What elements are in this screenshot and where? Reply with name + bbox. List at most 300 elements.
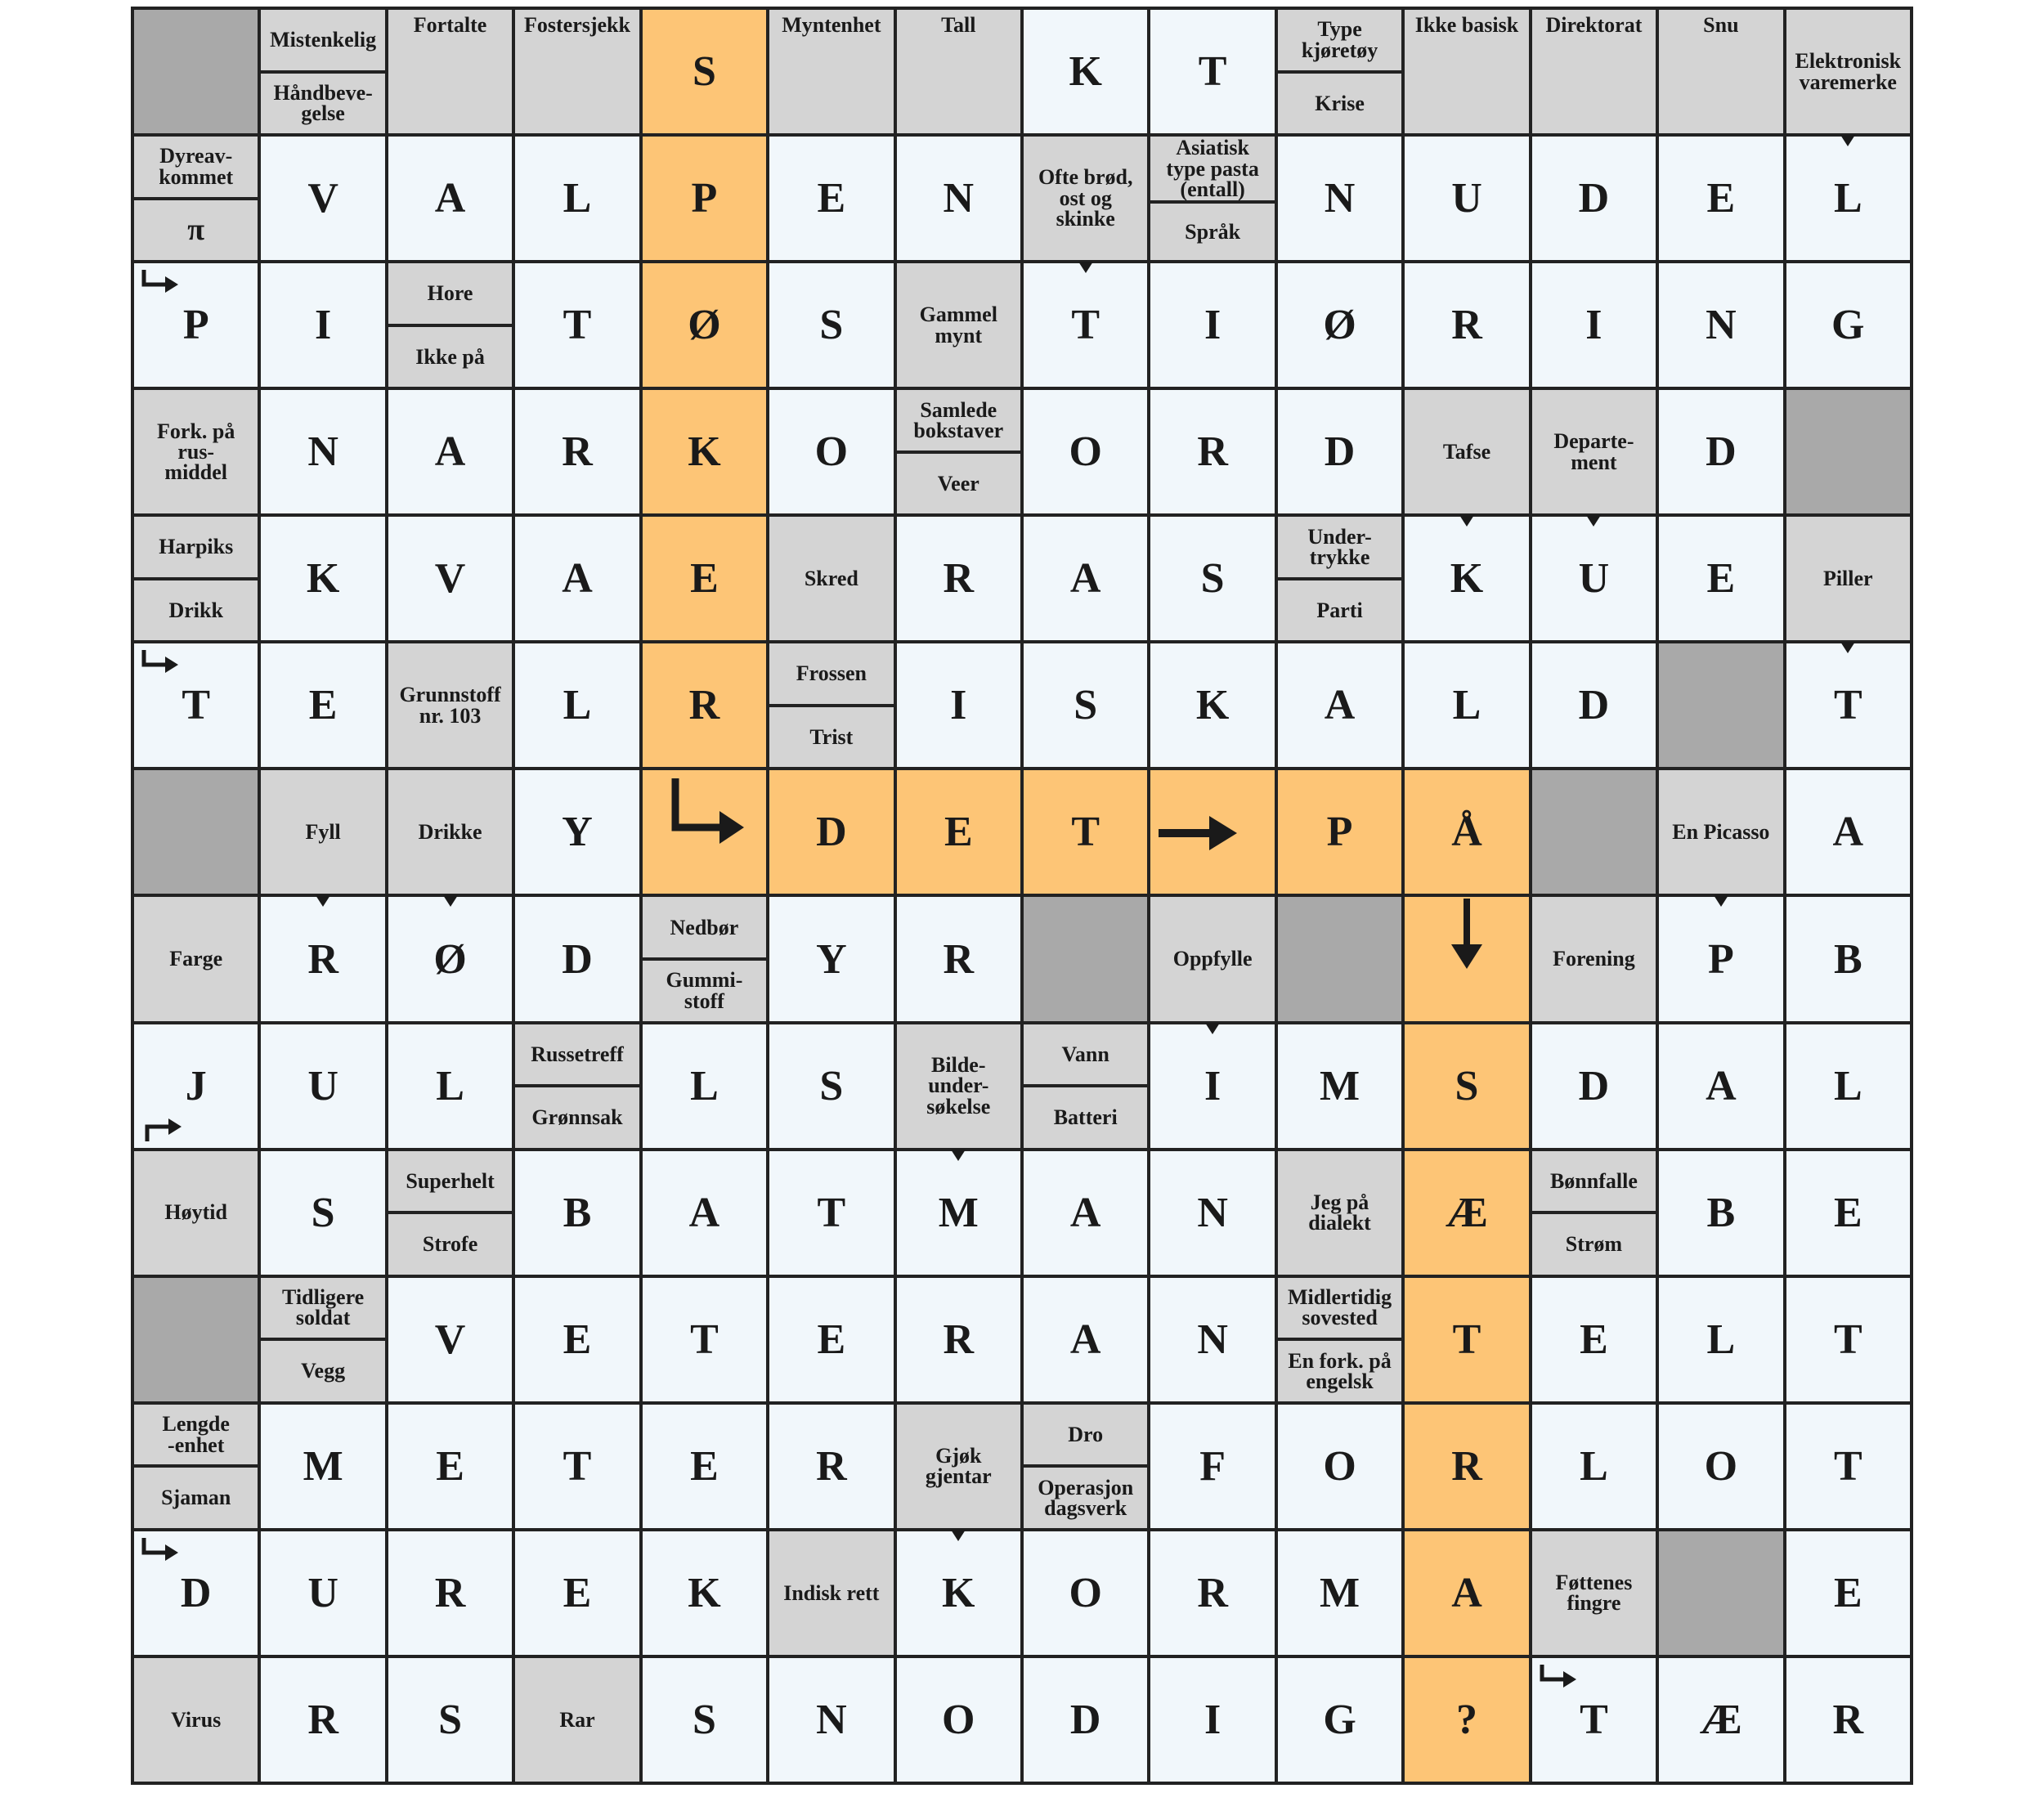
clue-hore: Hore [388, 263, 512, 324]
letter-cell[interactable] [388, 1024, 512, 1148]
letter-value: N [1197, 1316, 1228, 1363]
letter-cell[interactable] [769, 1151, 893, 1275]
letter-cell[interactable] [1532, 517, 1656, 640]
clue-fostersjekk [515, 10, 639, 133]
letter-value: L [1580, 1442, 1608, 1490]
letter-cell[interactable] [261, 390, 384, 513]
clue-operasjon-dagsverk: Operasjon dagsverk [1024, 1468, 1147, 1528]
letter-value: S [1200, 555, 1225, 603]
letter-value: U [307, 1062, 338, 1109]
letter-cell[interactable] [769, 263, 893, 387]
letter-value: P [691, 175, 718, 222]
letter-value: P [1326, 809, 1353, 856]
letter-cell[interactable] [134, 1531, 258, 1655]
letter-cell[interactable] [643, 643, 766, 767]
letter-cell[interactable] [1405, 1151, 1528, 1275]
letter-cell[interactable] [1786, 770, 1910, 894]
letter-cell[interactable] [769, 1658, 893, 1782]
letter-cell[interactable] [1150, 10, 1274, 133]
double-clue-cell [897, 390, 1020, 513]
letter-cell[interactable] [1278, 263, 1401, 387]
letter-cell[interactable] [1405, 1531, 1528, 1655]
letter-value: D [1578, 682, 1610, 729]
letter-cell[interactable] [261, 263, 384, 387]
down-arrow-icon [1459, 515, 1474, 527]
letter-cell[interactable] [1659, 390, 1782, 513]
letter-value: K [688, 428, 721, 476]
letter-value: Ø [433, 935, 467, 983]
letter-cell[interactable] [1786, 643, 1910, 767]
letter-cell[interactable] [1532, 643, 1656, 767]
letter-value: T [1071, 809, 1100, 856]
letter-value: S [311, 1189, 335, 1236]
letter-value: N [816, 1696, 847, 1743]
letter-value: D [1578, 175, 1610, 222]
double-clue-cell [515, 1024, 639, 1148]
letter-cell[interactable] [1786, 1024, 1910, 1148]
letter-value: R [1832, 1696, 1864, 1743]
letter-value: K [688, 1569, 721, 1616]
letter-cell[interactable] [1659, 1151, 1782, 1275]
clue-indisk-rett [769, 1531, 893, 1655]
clue-håndbeve-gelse: Håndbeve- gelse [261, 74, 384, 134]
letter-cell[interactable] [1405, 643, 1528, 767]
letter-cell[interactable] [388, 390, 512, 513]
letter-value: E [1706, 555, 1736, 603]
letter-cell[interactable] [1150, 390, 1274, 513]
letter-value: N [307, 428, 338, 476]
clue-ofte-brød-ost-og-skinke [1024, 137, 1147, 260]
letter-cell[interactable] [1150, 1278, 1274, 1401]
clue-text: Indisk rett [783, 1580, 880, 1605]
letter-cell[interactable] [1150, 1024, 1274, 1148]
letter-cell[interactable] [769, 1024, 893, 1148]
clue-harpiks: Harpiks [134, 517, 258, 577]
letter-value: V [434, 555, 466, 603]
letter-cell[interactable] [1024, 1658, 1147, 1782]
bent-arrow-icon [667, 778, 749, 852]
letter-value: A [1069, 1189, 1101, 1236]
letter-cell[interactable] [897, 1151, 1020, 1275]
blank-cell [134, 10, 258, 133]
letter-cell[interactable] [897, 1278, 1020, 1401]
letter-cell[interactable] [643, 10, 766, 133]
down-arrow-icon [1446, 899, 1487, 972]
letter-cell[interactable] [643, 1531, 766, 1655]
letter-value: T [1071, 302, 1100, 349]
letter-value: A [1706, 1062, 1737, 1109]
clue-rar [515, 1658, 639, 1782]
clue-en-fork-på-engelsk: En fork. på engelsk [1278, 1341, 1401, 1401]
clue-text: Skred [804, 567, 858, 591]
clue-snu [1659, 10, 1782, 133]
letter-value: R [943, 1316, 975, 1363]
double-clue-cell [134, 517, 258, 640]
clue-elektronisk-varemerke [1786, 10, 1910, 133]
clue-farge [134, 897, 258, 1020]
double-clue-cell [1150, 137, 1274, 260]
letter-cell[interactable] [388, 1531, 512, 1655]
letter-value: J [185, 1062, 207, 1109]
letter-value: T [1833, 1316, 1862, 1363]
blank-cell [134, 770, 258, 894]
letter-cell[interactable] [643, 1278, 766, 1401]
letter-cell[interactable] [897, 137, 1020, 260]
letter-cell[interactable] [1532, 1658, 1656, 1782]
letter-cell[interactable] [1659, 1405, 1782, 1528]
letter-cell[interactable] [1024, 1531, 1147, 1655]
letter-cell[interactable] [515, 517, 639, 640]
letter-cell[interactable] [1786, 1405, 1910, 1528]
letter-cell[interactable] [1659, 517, 1782, 640]
letter-cell[interactable] [388, 897, 512, 1020]
letter-value: R [1197, 428, 1228, 476]
letter-cell[interactable] [1532, 1278, 1656, 1401]
letter-value: I [1204, 1062, 1221, 1109]
down-arrow-icon [1586, 515, 1601, 527]
letter-cell[interactable] [897, 643, 1020, 767]
letter-cell[interactable] [1278, 1531, 1401, 1655]
letter-value: R [562, 428, 593, 476]
letter-value: D [816, 809, 847, 856]
letter-value: R [307, 1696, 338, 1743]
letter-cell[interactable] [1150, 263, 1274, 387]
letter-cell[interactable] [515, 390, 639, 513]
letter-cell[interactable] [515, 1531, 639, 1655]
double-clue-cell [1024, 1405, 1147, 1528]
clue-en-picasso [1659, 770, 1782, 894]
letter-cell[interactable] [1150, 517, 1274, 640]
letter-cell[interactable] [643, 390, 766, 513]
letter-cell[interactable] [1150, 1531, 1274, 1655]
letter-value: P [182, 302, 209, 349]
letter-cell[interactable] [643, 1151, 766, 1275]
letter-value: L [1833, 175, 1862, 222]
letter-value: R [943, 555, 975, 603]
letter-value: R [1451, 302, 1482, 349]
letter-value: A [1069, 555, 1101, 603]
blank-cell [1278, 897, 1401, 1020]
letter-cell[interactable] [769, 1278, 893, 1401]
letter-value: B [1833, 935, 1862, 983]
clue-ikke-basisk [1405, 10, 1528, 133]
clue-midlertidig-sovested: Midlertidig sovested [1278, 1278, 1401, 1338]
letter-cell[interactable] [1405, 137, 1528, 260]
letter-cell[interactable] [1024, 1278, 1147, 1401]
letter-value: V [434, 1316, 466, 1363]
letter-cell[interactable] [1278, 770, 1401, 894]
bent-arrow-icon [141, 268, 182, 296]
letter-value: E [1833, 1569, 1862, 1616]
down-arrow-icon [443, 895, 458, 907]
letter-cell[interactable] [1405, 770, 1528, 894]
letter-cell[interactable] [261, 1151, 384, 1275]
letter-cell[interactable] [1659, 1024, 1782, 1148]
letter-cell[interactable] [134, 1024, 258, 1148]
clue-frossen: Frossen [769, 643, 893, 704]
letter-cell[interactable] [897, 897, 1020, 1020]
clue-skred [769, 517, 893, 640]
clue-text: Virus [171, 1707, 222, 1732]
letter-value: I [1204, 1696, 1221, 1743]
letter-cell[interactable] [1024, 770, 1147, 894]
letter-value: E [944, 809, 973, 856]
letter-value: N [1706, 302, 1737, 349]
letter-cell[interactable] [897, 1658, 1020, 1782]
letter-value: U [1451, 175, 1482, 222]
letter-cell[interactable] [261, 1024, 384, 1148]
letter-cell[interactable] [1405, 517, 1528, 640]
letter-cell[interactable] [769, 897, 893, 1020]
letter-cell[interactable] [1532, 1024, 1656, 1148]
letter-cell[interactable] [515, 1278, 639, 1401]
letter-cell[interactable] [1278, 390, 1401, 513]
letter-cell[interactable] [515, 897, 639, 1020]
letter-value: T [1833, 1442, 1862, 1490]
letter-value: R [1451, 1442, 1482, 1490]
letter-cell[interactable] [1405, 1405, 1528, 1528]
letter-value: U [307, 1569, 338, 1616]
arrow-cell [1150, 770, 1274, 894]
letter-cell[interactable] [1532, 263, 1656, 387]
letter-cell[interactable] [515, 1405, 639, 1528]
clue-fortalte [388, 10, 512, 133]
letter-value: E [308, 682, 338, 729]
letter-cell[interactable] [643, 1658, 766, 1782]
letter-cell[interactable] [261, 897, 384, 1020]
letter-cell[interactable] [515, 643, 639, 767]
letter-cell[interactable] [1278, 137, 1401, 260]
letter-value: D [562, 935, 593, 983]
letter-value: Ø [688, 302, 721, 349]
letter-cell[interactable] [1659, 1658, 1782, 1782]
letter-cell[interactable] [1150, 1405, 1274, 1528]
letter-cell[interactable] [769, 137, 893, 260]
clue-superhelt: Superhelt [388, 1151, 512, 1212]
letter-cell[interactable] [261, 1531, 384, 1655]
letter-cell[interactable] [1278, 1658, 1401, 1782]
bent-arrow-icon [141, 648, 182, 676]
letter-cell[interactable] [1659, 137, 1782, 260]
letter-cell[interactable] [643, 1024, 766, 1148]
letter-cell[interactable] [388, 137, 512, 260]
clue-gammel-mynt [897, 263, 1020, 387]
letter-cell[interactable] [1786, 1278, 1910, 1401]
letter-cell[interactable] [643, 1405, 766, 1528]
letter-cell[interactable] [261, 1405, 384, 1528]
blank-cell [1659, 643, 1782, 767]
clue-text: Oppfylle [1172, 947, 1253, 971]
letter-cell[interactable] [134, 263, 258, 387]
clue-virus [134, 1658, 258, 1782]
letter-value: ? [1455, 1696, 1477, 1743]
letter-cell[interactable] [134, 643, 258, 767]
letter-cell[interactable] [769, 390, 893, 513]
letter-value: A [434, 428, 466, 476]
letter-value: L [436, 1062, 464, 1109]
down-arrow-icon [1840, 642, 1855, 653]
letter-value: K [1450, 555, 1484, 603]
letter-cell[interactable] [769, 1405, 893, 1528]
letter-cell[interactable] [388, 1658, 512, 1782]
clue-russetreff: Russetreff [515, 1024, 639, 1085]
letter-value: M [938, 1189, 979, 1236]
crossword-grid [131, 7, 1913, 1785]
clue-tall [897, 10, 1020, 133]
letter-cell[interactable] [1659, 897, 1782, 1020]
letter-value: A [1324, 682, 1356, 729]
letter-cell[interactable] [1024, 390, 1147, 513]
letter-cell[interactable] [1786, 1531, 1910, 1655]
letter-value: B [1706, 1189, 1736, 1236]
letter-cell[interactable] [1405, 263, 1528, 387]
letter-cell[interactable] [897, 517, 1020, 640]
double-clue-cell [1278, 517, 1401, 640]
letter-value: L [690, 1062, 719, 1109]
letter-value: L [1706, 1316, 1736, 1363]
letter-cell[interactable] [1024, 517, 1147, 640]
clue-sjaman: Sjaman [134, 1468, 258, 1528]
letter-cell[interactable] [643, 517, 766, 640]
letter-value: Y [562, 809, 593, 856]
letter-value: R [943, 935, 975, 983]
double-clue-cell [261, 1278, 384, 1401]
clue-jeg-på-dialekt [1278, 1151, 1401, 1275]
letter-cell[interactable] [1150, 1151, 1274, 1275]
letter-value: A [434, 175, 466, 222]
letter-value: T [1580, 1696, 1608, 1743]
clue-text: Rar [559, 1707, 595, 1732]
letter-cell[interactable] [643, 263, 766, 387]
blank-cell [1659, 1531, 1782, 1655]
clue-text: Bilde- under- søkelse [926, 1052, 991, 1118]
letter-cell[interactable] [1024, 263, 1147, 387]
clue-vann: Vann [1024, 1024, 1147, 1085]
down-arrow-icon [1840, 135, 1855, 146]
clue-text: Fostersjekk [524, 13, 630, 37]
clue-text: Grunnstoff nr. 103 [399, 683, 501, 728]
letter-cell[interactable] [1024, 643, 1147, 767]
letter-cell[interactable] [515, 263, 639, 387]
double-clue-cell [261, 10, 384, 133]
clue-dro: Dro [1024, 1405, 1147, 1465]
letter-cell[interactable] [1659, 263, 1782, 387]
letter-cell[interactable] [261, 643, 384, 767]
clue-samlede-bokstaver: Samlede bokstaver [897, 390, 1020, 450]
down-arrow-icon [1078, 262, 1093, 273]
letter-cell[interactable] [897, 770, 1020, 894]
letter-cell[interactable] [1150, 1658, 1274, 1782]
clue-parti: Parti [1278, 580, 1401, 641]
letter-value: P [1707, 935, 1734, 983]
clue-text: Fortalte [413, 13, 487, 37]
letter-value: S [1455, 1062, 1479, 1109]
letter-cell[interactable] [1405, 1278, 1528, 1401]
clue-vegg: Vegg [261, 1341, 384, 1401]
letter-value: N [1197, 1189, 1228, 1236]
bent-arrow-icon [1539, 1663, 1580, 1691]
letter-value: Ø [1323, 302, 1356, 349]
letter-value: I [315, 302, 332, 349]
letter-cell[interactable] [1024, 1151, 1147, 1275]
double-clue-cell [643, 897, 766, 1020]
double-clue-cell [134, 137, 258, 260]
letter-value: O [1069, 428, 1102, 476]
clue-text: Ofte brød, ost og skinke [1038, 165, 1133, 231]
letter-value: K [306, 555, 340, 603]
letter-value: D [1578, 1062, 1610, 1109]
letter-cell[interactable] [388, 1278, 512, 1401]
clue-text: En Picasso [1672, 820, 1770, 845]
letter-cell[interactable] [1150, 643, 1274, 767]
letter-cell[interactable] [1532, 137, 1656, 260]
letter-cell[interactable] [1786, 1658, 1910, 1782]
clue-text: Direktorat [1545, 13, 1643, 37]
clue-bønnfalle: Bønnfalle [1532, 1151, 1656, 1212]
letter-value: S [819, 302, 844, 349]
letter-value: A [1832, 809, 1864, 856]
letter-cell[interactable] [897, 1531, 1020, 1655]
letter-cell[interactable] [1278, 1024, 1401, 1148]
arrow-cell [643, 770, 766, 894]
letter-cell[interactable] [261, 517, 384, 640]
letter-cell[interactable] [1786, 1151, 1910, 1275]
letter-value: S [692, 48, 716, 96]
letter-value: T [1452, 1316, 1481, 1363]
letter-cell[interactable] [515, 770, 639, 894]
clue-text: Farge [169, 947, 223, 971]
clue-forening [1532, 897, 1656, 1020]
letter-cell[interactable] [1659, 1278, 1782, 1401]
clue-fork-på-rus-middel [134, 390, 258, 513]
letter-cell[interactable] [1024, 10, 1147, 133]
letter-cell[interactable] [261, 1658, 384, 1782]
letter-cell[interactable] [261, 137, 384, 260]
letter-value: Å [1451, 809, 1482, 856]
clue-departe-ment [1532, 390, 1656, 513]
letter-cell[interactable] [388, 517, 512, 640]
letter-cell[interactable] [1786, 897, 1910, 1020]
letter-value: L [563, 682, 592, 729]
letter-value: V [307, 175, 338, 222]
letter-cell[interactable] [1786, 137, 1910, 260]
letter-cell[interactable] [1786, 263, 1910, 387]
double-clue-cell [1278, 10, 1401, 133]
clue-piller [1786, 517, 1910, 640]
letter-cell[interactable] [1532, 1405, 1656, 1528]
clue-text: Forening [1553, 947, 1635, 971]
letter-cell[interactable] [1405, 1658, 1528, 1782]
letter-value: Æ [1699, 1696, 1742, 1743]
letter-value: T [182, 682, 211, 729]
letter-cell[interactable] [1405, 1024, 1528, 1148]
blank-cell [1786, 390, 1910, 513]
letter-cell[interactable] [515, 137, 639, 260]
letter-cell[interactable] [1278, 643, 1401, 767]
letter-cell[interactable] [388, 1405, 512, 1528]
letter-cell[interactable] [769, 770, 893, 894]
letter-value: L [1452, 682, 1481, 729]
clue-strofe: Strofe [388, 1214, 512, 1275]
clue-text: Tafse [1442, 440, 1491, 464]
double-clue-cell [1278, 1278, 1401, 1401]
letter-cell[interactable] [515, 1151, 639, 1275]
letter-value: I [1204, 302, 1221, 349]
letter-cell[interactable] [1278, 1405, 1401, 1528]
letter-value: B [563, 1189, 592, 1236]
letter-value: M [1320, 1569, 1360, 1616]
letter-cell[interactable] [643, 137, 766, 260]
